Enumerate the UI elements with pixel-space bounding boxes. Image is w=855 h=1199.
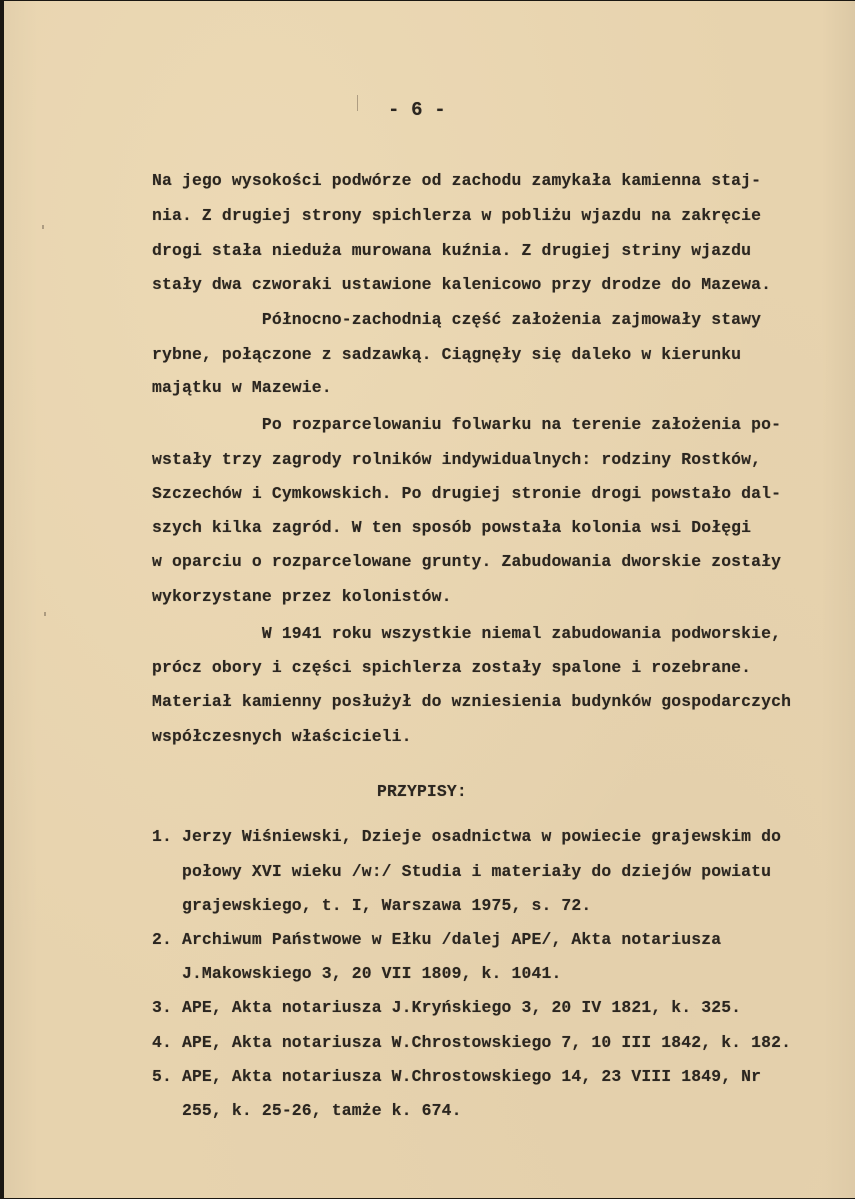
body-line: w oparciu o rozparcelowane grunty. Zabudowania dworskie zostały	[152, 552, 782, 571]
page-number: - 6 -	[388, 99, 446, 121]
footnote-line: połowy XVI wieku /w:/ Studia i materiały do dziejów powiatu	[152, 862, 772, 881]
footnote-line: 1. Jerzy Wiśniewski, Dzieje osadnictwa w powiecie grajewskim do	[152, 827, 782, 846]
footnote-line: 2. Archiwum Państwowe w Ełku /dalej APE/, Akta notariusza	[152, 930, 722, 949]
footnote-line: J.Makowskiego 3, 20 VII 1809, k. 1041.	[152, 964, 562, 983]
body-line: wykorzystane przez kolonistów.	[152, 587, 452, 606]
footnotes-heading: PRZYPISY:	[377, 782, 467, 801]
body-line: prócz obory i części spichlerza zostały spalone i rozebrane.	[152, 658, 752, 677]
body-line: szych kilka zagród. W ten sposób powstała kolonia wsi Dołęgi	[152, 518, 752, 537]
body-line: nia. Z drugiej strony spichlerza w pobliżu wjazdu na zakręcie	[152, 206, 762, 225]
footnote-line: 5. APE, Akta notariusza W.Chrostowskiego 14, 23 VIII 1849, Nr	[152, 1067, 762, 1086]
footnote-line: 4. APE, Akta notariusza W.Chrostowskiego 7, 10 III 1842, k. 182.	[152, 1033, 792, 1052]
body-line: współczesnych właścicieli.	[152, 727, 412, 746]
body-line: drogi stała nieduża murowana kuźnia. Z drugiej striny wjazdu	[152, 241, 752, 260]
paper-mark	[357, 95, 358, 111]
body-line: Materiał kamienny posłużył do wzniesienia budynków gospodarczych	[152, 692, 792, 711]
footnote-line: 255, k. 25-26, tamże k. 674.	[152, 1101, 462, 1120]
body-line: Szczechów i Cymkowskich. Po drugiej stronie drogi powstało dal-	[152, 484, 782, 503]
body-line: wstały trzy zagrody rolników indywidualnych: rodziny Rostków,	[152, 450, 762, 469]
body-line: Północno-zachodnią część założenia zajmowały stawy	[152, 310, 762, 329]
document-page	[4, 1, 855, 1198]
body-line: rybne, połączone z sadzawką. Ciągnęły się daleko w kierunku	[152, 345, 742, 364]
footnote-line: 3. APE, Akta notariusza J.Kryńskiego 3, 20 IV 1821, k. 325.	[152, 998, 742, 1017]
body-line: stały dwa czworaki ustawione kalenicowo przy drodze do Mazewa.	[152, 275, 772, 294]
paper-mark	[44, 612, 46, 616]
body-line: Po rozparcelowaniu folwarku na terenie założenia po-	[152, 415, 782, 434]
footnote-line: grajewskiego, t. I, Warszawa 1975, s. 72.	[152, 896, 592, 915]
body-line: W 1941 roku wszystkie niemal zabudowania podworskie,	[152, 624, 782, 643]
body-line: majątku w Mazewie.	[152, 378, 332, 397]
body-line: Na jego wysokości podwórze od zachodu zamykała kamienna staj-	[152, 171, 762, 190]
paper-mark	[42, 225, 44, 229]
